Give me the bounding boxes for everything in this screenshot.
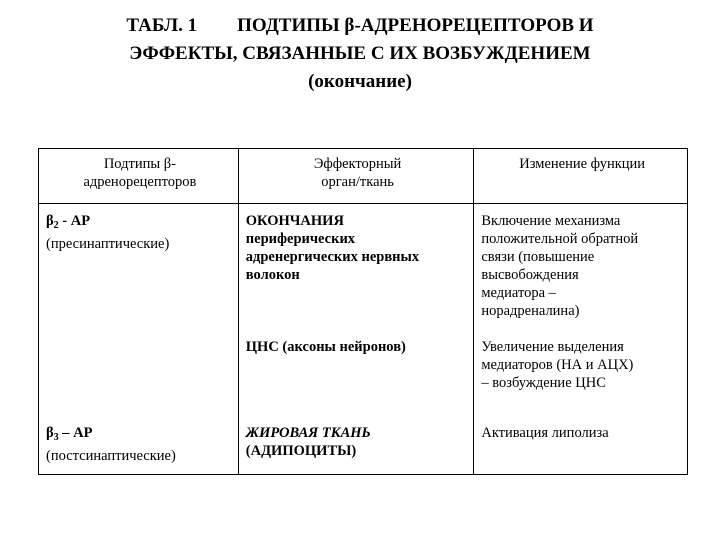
header-subtypes: Подтипы β- адренорецепторов xyxy=(39,149,239,204)
organ-cell: ЖИРОВАЯ ТКАНЬ (АДИПОЦИТЫ) xyxy=(238,424,474,475)
receptor-name: $\beta_3$ – АР xyxy=(46,425,93,443)
change-cell: Активация липолиза xyxy=(474,424,688,475)
header-organ: Эффекторный орган/ткань xyxy=(238,149,474,204)
receptor-note: (постсинаптические) xyxy=(46,448,176,464)
receptor-cell-empty xyxy=(39,336,239,424)
change-cell: Включение механизма положительной обратной связи (повышение высвобождения медиатора – норадреналина) xyxy=(474,204,688,337)
table-row xyxy=(39,424,688,475)
title-line-2: ЭФФЕКТЫ, СВЯЗАННЫЕ С ИХ ВОЗБУЖДЕНИЕМ xyxy=(129,43,591,64)
title-line-1: ПОДТИПЫ β-АДРЕНОРЕЦЕПТОРОВ И xyxy=(237,15,594,36)
receptor-cell xyxy=(39,424,239,475)
table-header-row xyxy=(39,149,688,204)
page-title xyxy=(20,12,700,96)
receptor-note: (пресинаптические) xyxy=(46,236,170,252)
receptor-name: $\beta_2$ - АР xyxy=(46,213,91,231)
table-row xyxy=(39,336,688,424)
receptor-cell xyxy=(39,204,239,337)
change-cell: Увеличение выделения медиаторов (НА и АЦХ) – возбуждение ЦНС xyxy=(474,336,688,424)
table-number: ТАБЛ. 1 xyxy=(126,15,198,36)
organ-cell: ЦНС (аксоны нейронов) xyxy=(238,336,474,424)
receptor-table xyxy=(38,148,688,475)
organ-cell: ОКОНЧАНИЯ периферических адренергических нервных волокон xyxy=(238,204,474,337)
table-row xyxy=(39,204,688,337)
title-line-3: (окончание) xyxy=(308,71,412,92)
header-change: Изменение функции xyxy=(474,149,688,204)
